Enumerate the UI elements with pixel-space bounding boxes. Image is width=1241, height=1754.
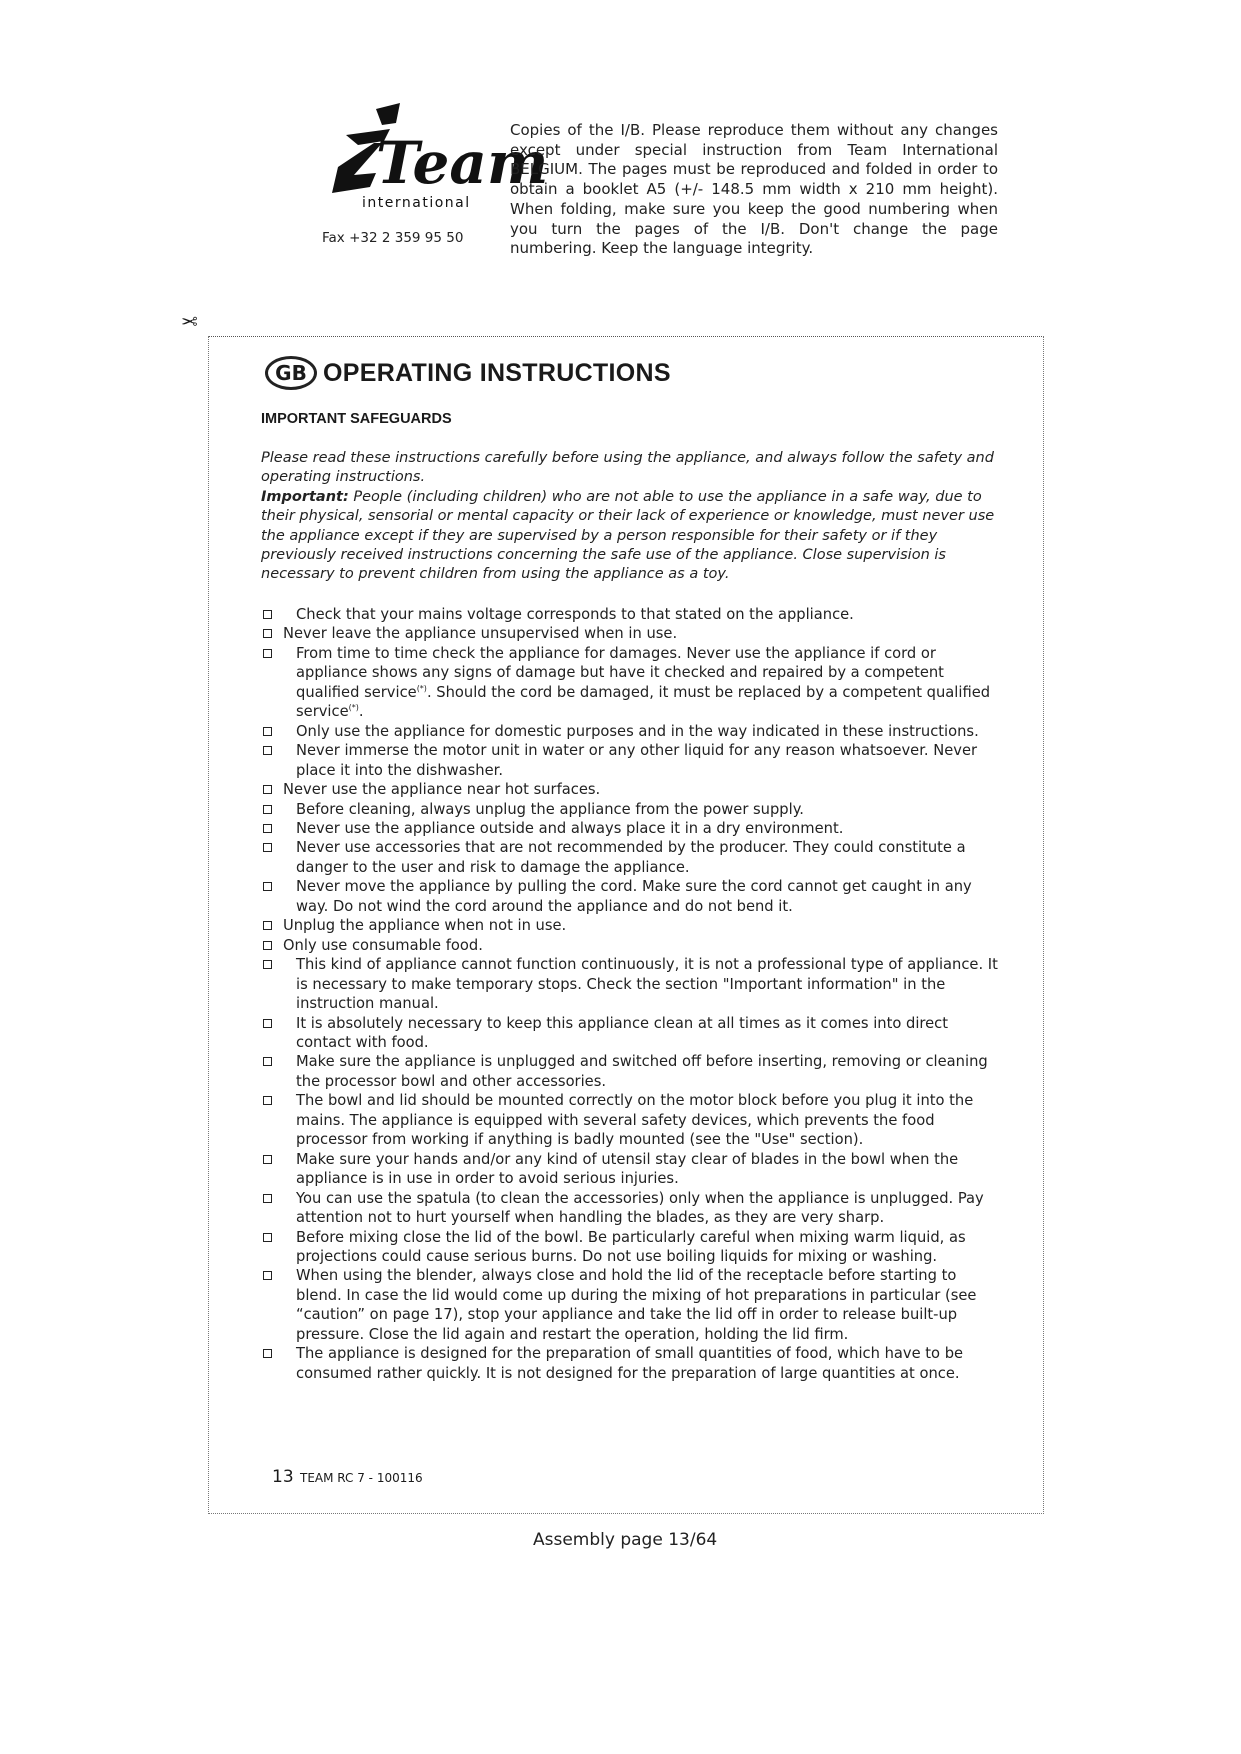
important-text: People (including children) who are not able to use the appliance in a safe way, due to their physical, sensorial or mental capacity or their lack of experience or knowledge, must never use the appliance except if they are supervised by a person responsible for their safety or if they previously received instructions concerning the safe use of the appliance. Close supervision is necessary to prevent children from using the appliance as a toy. xyxy=(261,488,995,583)
checkbox-icon xyxy=(263,805,272,814)
checkbox-icon xyxy=(263,824,272,833)
checkbox-icon xyxy=(263,1194,272,1203)
checkbox-icon xyxy=(263,1233,272,1242)
list-item: When using the blender, always close and hold the lid of the receptacle before starting to blend. In case the lid would come up during the mixing of hot preparations in particular (see “caution” on page 17), stop your appliance and take the lid off in order to release built-up pressure. Close the lid again and restart the operation, holding the lid firm. xyxy=(261,1266,1006,1344)
checkbox-icon xyxy=(263,610,272,619)
list-item: It is absolutely necessary to keep this appliance clean at all times as it comes into direct contact with food. xyxy=(261,1014,1006,1053)
list-item: Unplug the appliance when not in use. xyxy=(261,916,1006,935)
checkbox-icon xyxy=(263,785,272,794)
logo-subtitle: international xyxy=(362,195,471,211)
list-item: Check that your mains voltage corresponds to that stated on the appliance. xyxy=(261,605,1006,624)
checkbox-icon xyxy=(263,1155,272,1164)
important-label: Important: xyxy=(261,488,349,505)
document-code: TEAM RC 7 - 100116 xyxy=(300,1471,423,1485)
title-text: OPERATING INSTRUCTIONS xyxy=(323,358,671,387)
footnote-mark: (*) xyxy=(348,703,359,713)
fax-number: Fax +32 2 359 95 50 xyxy=(322,230,464,246)
list-item: Before mixing close the lid of the bowl. Be particularly careful when mixing warm liquid, as projections could cause serious burns. Do not use boiling liquids for mixing or washing. xyxy=(261,1228,1006,1267)
gb-language-badge: GB xyxy=(265,356,317,390)
intro-line: Please read these instructions carefully before using the appliance, and always follow the safety and operating instructions. xyxy=(261,450,994,486)
page-title xyxy=(265,356,671,390)
checkbox-icon xyxy=(263,941,272,950)
list-item: Never use the appliance outside and always place it in a dry environment. xyxy=(261,819,1006,838)
list-item: Only use consumable food. xyxy=(261,936,1006,955)
scissors-icon: ✂ xyxy=(181,309,198,333)
checkbox-icon xyxy=(263,629,272,638)
list-item: Make sure the appliance is unplugged and switched off before inserting, removing or cleaning the processor bowl and other accessories. xyxy=(261,1052,1006,1091)
checkbox-icon xyxy=(263,1057,272,1066)
list-item: Never use the appliance near hot surfaces. xyxy=(261,780,1006,799)
list-item: The appliance is designed for the preparation of small quantities of food, which have to be consumed rather quickly. It is not designed for the preparation of large quantities at once. xyxy=(261,1344,1006,1383)
checkbox-icon xyxy=(263,1349,272,1358)
footnote-mark: (*) xyxy=(416,683,427,693)
checkbox-icon xyxy=(263,649,272,658)
list-item: Only use the appliance for domestic purposes and in the way indicated in these instructions. xyxy=(261,722,1006,741)
checkbox-icon xyxy=(263,921,272,930)
safeguards-list xyxy=(261,605,1006,1383)
checkbox-icon xyxy=(263,1019,272,1028)
logo-brand-text: Team xyxy=(376,129,549,197)
list-item: This kind of appliance cannot function continuously, it is not a professional type of appliance. It is necessary to make temporary stops. Check the section "Important information" in the instruction manual. xyxy=(261,955,1006,1013)
checkbox-icon xyxy=(263,1271,272,1280)
checkbox-icon xyxy=(263,960,272,969)
checkbox-icon xyxy=(263,1096,272,1105)
list-item: You can use the spatula (to clean the accessories) only when the appliance is unplugged. Pay attention not to hurt yourself when handling the blades, as they are very sharp. xyxy=(261,1189,1006,1228)
page-number: 13 xyxy=(272,1467,294,1487)
intro-paragraph xyxy=(261,449,996,585)
list-item: Never leave the appliance unsupervised when in use. xyxy=(261,624,1006,643)
list-item: The bowl and lid should be mounted correctly on the motor block before you plug it into the mains. The appliance is equipped with several safety devices, which prevents the food processor from working if anything is badly mounted (see the "Use" section). xyxy=(261,1091,1006,1149)
team-international-logo xyxy=(318,95,549,220)
checkbox-icon xyxy=(263,882,272,891)
list-item: Never move the appliance by pulling the cord. Make sure the cord cannot get caught in any way. Do not wind the cord around the appliance and do not bend it. xyxy=(261,877,1006,916)
section-heading: IMPORTANT SAFEGUARDS xyxy=(261,411,452,427)
list-item: Make sure your hands and/or any kind of utensil stay clear of blades in the bowl when the appliance is in use in order to avoid serious injuries. xyxy=(261,1150,1006,1189)
checkbox-icon xyxy=(263,727,272,736)
assembly-page-label: Assembly page 13/64 xyxy=(533,1530,718,1550)
checkbox-icon xyxy=(263,843,272,852)
list-item: Before cleaning, always unplug the appliance from the power supply. xyxy=(261,800,1006,819)
print-instructions-notice: Copies of the I/B. Please reproduce them without any changes except under special instruction from Team International BELGIUM. The pages must be reproduced and folded in order to obtain a booklet A5 (+/- 148.5 mm width x 210 mm height). When folding, make sure you keep the good numbering when you turn the pages of the I/B. Don't change the page numbering. Keep the language integrity. xyxy=(510,121,998,258)
checkbox-icon xyxy=(263,746,272,755)
list-item: From time to time check the appliance for damages. Never use the appliance if cord or appliance shows any signs of damage but have it checked and repaired by a competent qualified service(*). Should the cord be damaged, it must be replaced by a competent qualified service(*). xyxy=(261,644,1006,722)
list-item: Never use accessories that are not recommended by the producer. They could constitute a danger to the user and risk to damage the appliance. xyxy=(261,838,1006,877)
list-item: Never immerse the motor unit in water or any other liquid for any reason whatsoever. Never place it into the dishwasher. xyxy=(261,741,1006,780)
